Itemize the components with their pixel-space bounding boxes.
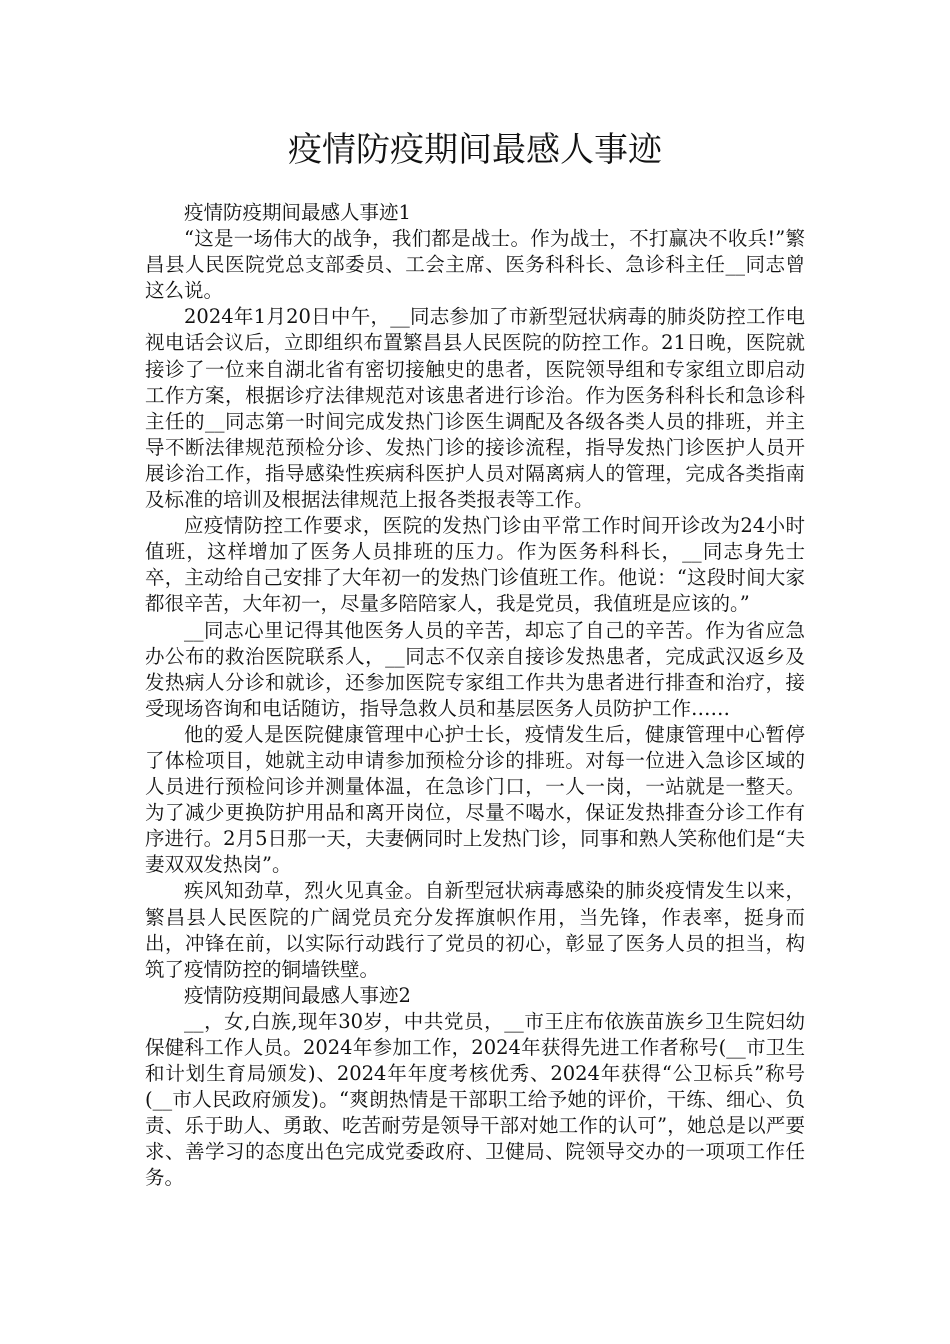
body-paragraph: __，女,白族,现年30岁，中共党员，__市王庄布依族苗族乡卫生院妇幼保健科工作人员。2024年参加工作，2024年获得先进工作者称号(__市卫生和计划生育局颁发)、2024年年度考核优秀、2024年获得“公卫标兵”称号(__市人民政府颁发)。“爽朗热情是干部职工给予她的评价，干练、细心、负责、乐于助人、勇敢、吃苦耐劳是领导干部对她工作的认可”，她总是以严要求、善学习的态度出色完成党委政府、卫健局、院领导交办的一项项工作任务。 bbox=[145, 1009, 805, 1190]
body-paragraph: __同志心里记得其他医务人员的辛苦，却忘了自己的辛苦。作为省应急办公布的救治医院联系人，__同志不仅亲自接诊发热患者，完成武汉返乡及发热病人分诊和就诊，还参加医院专家组工作共为患者进行排查和治疗，接受现场咨询和电话随访，指导急救人员和基层医务人员防护工作…… bbox=[145, 618, 805, 720]
document-title: 疫情防疫期间最感人事迹 bbox=[288, 130, 662, 170]
body-paragraph: 疾风知劲草，烈火见真金。自新型冠状病毒感染的肺炎疫情发生以来，繁昌县人民医院的广阔党员充分发挥旗帜作用，当先锋，作表率，挺身而出，冲锋在前，以实际行动践行了党员的初心，彰显了医务人员的担当，构筑了疫情防控的铜墙铁壁。 bbox=[145, 879, 805, 981]
body-paragraph: 应疫情防控工作要求，医院的发热门诊由平常工作时间开诊改为24小时值班，这样增加了医务人员排班的压力。作为医务科科长，__同志身先士卒，主动给自己安排了大年初一的发热门诊值班工作。他说：“这段时间大家都很辛苦，大年初一，尽量多陪陪家人，我是党员，我值班是应该的。” bbox=[145, 514, 805, 616]
body-paragraph: 他的爱人是医院健康管理中心护士长，疫情发生后，健康管理中心暂停了体检项目，她就主动申请参加预检分诊的排班。对每一位进入急诊区域的人员进行预检问诊并测量体温，在急诊门口，一人一岗，一站就是一整天。为了减少更换防护用品和离开岗位，尽量不喝水，保证发热排查分诊工作有序进行。2月5日那一天，夫妻俩同时上发热门诊，同事和熟人笑称他们是“夫妻双双发热岗”。 bbox=[145, 722, 805, 877]
document-body bbox=[145, 200, 805, 1192]
section-heading-1: 疫情防疫期间最感人事迹1 bbox=[184, 201, 411, 224]
body-paragraph: 2024年1月20日中午，__同志参加了市新型冠状病毒的肺炎防控工作电视电话会议后，立即组织布置繁昌县人民医院的防控工作。21日晚，医院就接诊了一位来自湖北省有密切接触史的患者，医院领导组和专家组立即启动工作方案，根据诊疗法律规范对该患者进行诊治。作为医务科科长和急诊科主任的__同志第一时间完成发热门诊医生调配及各级各类人员的排班，并主导不断法律规范预检分诊、发热门诊的接诊流程，指导发热门诊医护人员开展诊治工作，指导感染性疾病科医护人员对隔离病人的管理，完成各类指南及标准的培训及根据法律规范上报各类报表等工作。 bbox=[145, 305, 805, 512]
section-heading-2: 疫情防疫期间最感人事迹2 bbox=[184, 983, 411, 1007]
body-paragraph: “这是一场伟大的战争，我们都是战士。作为战士，不打赢决不收兵!”繁昌县人民医院党总支部委员、工会主席、医务科科长、急诊科主任__同志曾这么说。 bbox=[145, 227, 805, 303]
